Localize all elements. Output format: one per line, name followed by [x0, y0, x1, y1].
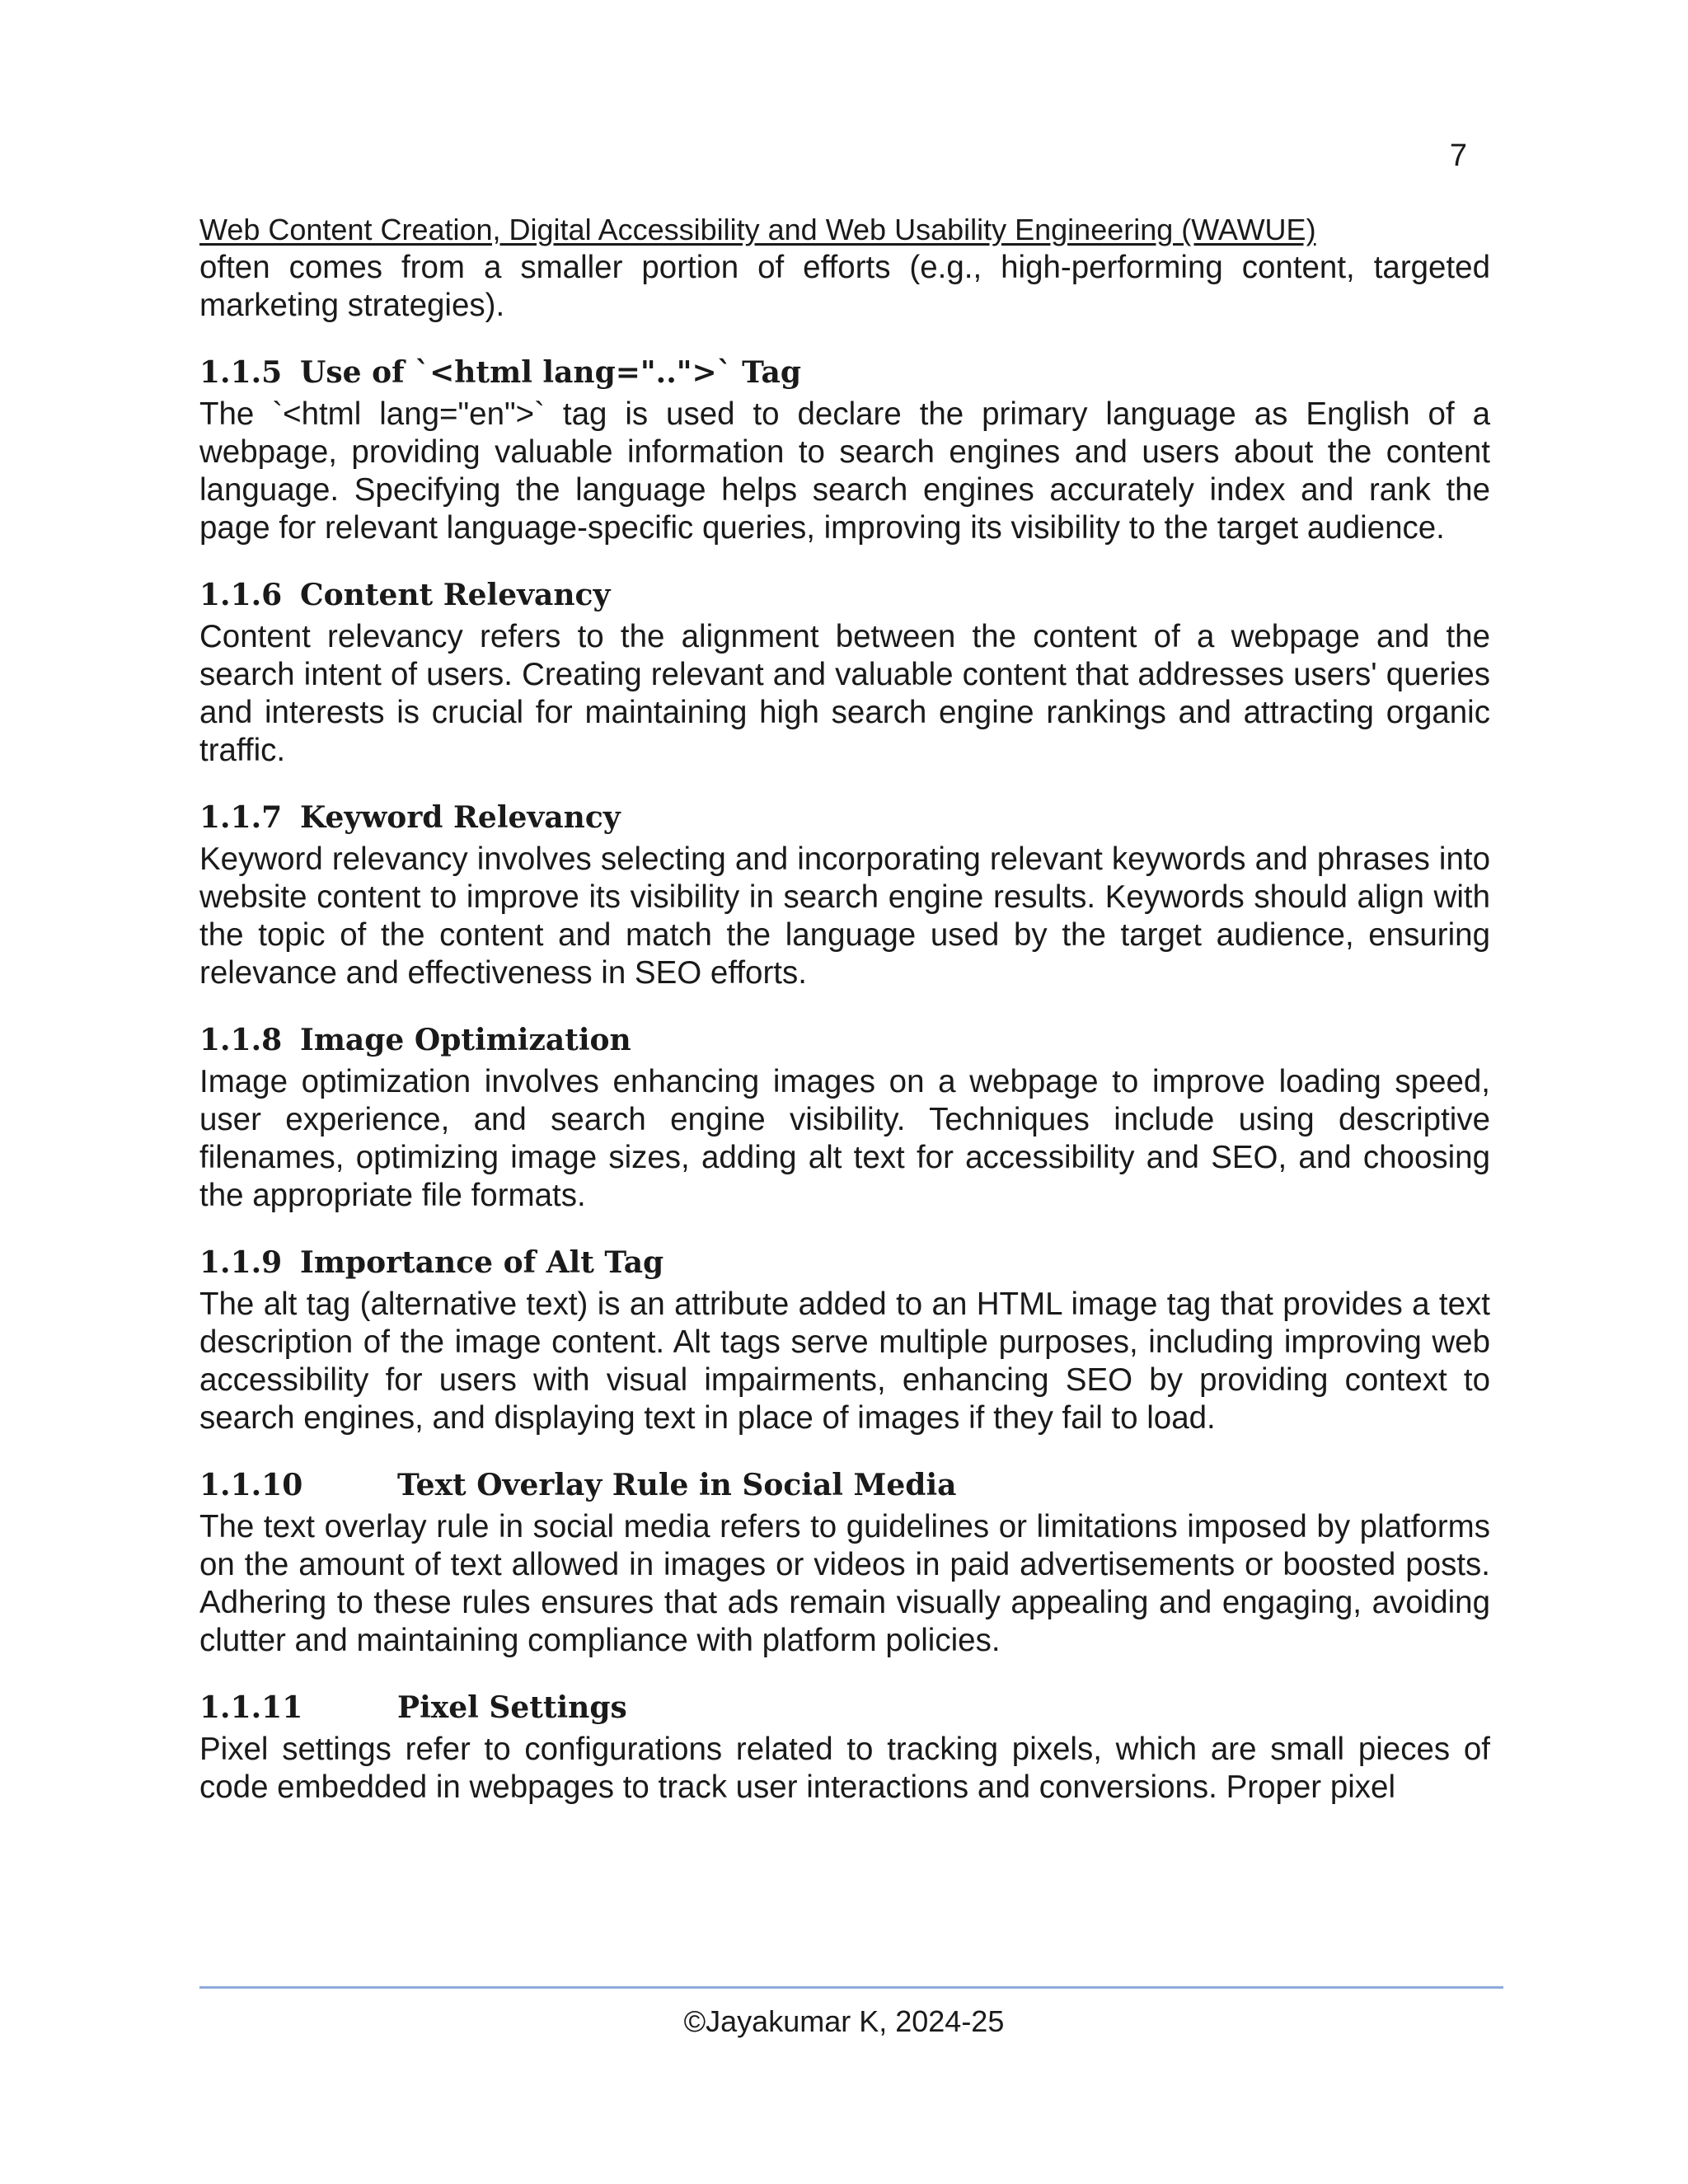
section-heading-1-1-6	[199, 576, 1490, 614]
section-body-1-1-9: The alt tag (alternative text) is an attribute added to an HTML image tag that provides a text description of the image content. Alt tags serve multiple purposes, including improving web accessibility for users with visual impairments, enhancing SEO by providing context to search engines, and displaying text in place of images if they fail to load.	[199, 1286, 1490, 1436]
section-body-1-1-10: The text overlay rule in social media refers to guidelines or limitations imposed by platforms on the amount of text allowed in images or videos in paid advertisements or boosted posts. Adhering to these rules ensures that ads remain visually appealing and engaging, avoiding clutter and maintaining compliance with platform policies.	[199, 1509, 1490, 1658]
running-header: Web Content Creation, Digital Accessibility and Web Usability Engineering (WAWUE)	[199, 213, 1316, 246]
section-title: Keyword Relevancy	[300, 800, 621, 835]
page-content	[199, 211, 1490, 1807]
section-body-1-1-5: The `<html lang="en">` tag is used to declare the primary language as English of a webpage, providing valuable information to search engines and users about the content language. Specifying the language helps search engines accurately index and rank the page for relevant language-specific queries, improving its visibility to the target audience.	[199, 396, 1490, 546]
section-number: 1.1.11	[199, 1690, 303, 1725]
section-title: Importance of Alt Tag	[300, 1245, 664, 1280]
section-title: Image Optimization	[300, 1023, 631, 1057]
section-number: 1.1.10	[199, 1468, 303, 1502]
section-number: 1.1.6	[199, 578, 283, 612]
section-number: 1.1.8	[199, 1023, 283, 1057]
section-heading-1-1-11	[199, 1689, 1490, 1727]
section-heading-1-1-8	[199, 1021, 1490, 1059]
page-number: 7	[1449, 138, 1467, 173]
section-body-1-1-6: Content relevancy refers to the alignment between the content of a webpage and the search intent of users. Creating relevant and valuable content that addresses users' queries and interests is crucial for maintaining high search engine rankings and attracting organic traffic.	[199, 619, 1490, 768]
section-heading-1-1-10	[199, 1466, 1490, 1504]
section-heading-1-1-5	[199, 354, 1490, 391]
footer-divider	[199, 1986, 1503, 1989]
section-number: 1.1.5	[199, 355, 283, 390]
section-title: Pixel Settings	[397, 1690, 627, 1725]
section-number: 1.1.9	[199, 1245, 283, 1280]
section-body-1-1-8: Image optimization involves enhancing images on a webpage to improve loading speed, user experience, and search engine visibility. Techniques include using descriptive filenames, optimizing image sizes, adding alt text for accessibility and SEO, and choosing the appropriate file formats.	[199, 1064, 1490, 1213]
intro-paragraph: often comes from a smaller portion of efforts (e.g., high-performing content, targeted marketing strategies).	[199, 250, 1490, 323]
section-title: Content Relevancy	[300, 578, 611, 612]
section-number: 1.1.7	[199, 800, 283, 835]
section-body-1-1-7: Keyword relevancy involves selecting and incorporating relevant keywords and phrases into website content to improve its visibility in search engine results. Keywords should align with the topic of the content and match the language used by the target audience, ensuring relevance and effectiveness in SEO efforts.	[199, 841, 1490, 991]
section-title: Text Overlay Rule in Social Media	[397, 1468, 957, 1502]
footer-copyright: ©Jayakumar K, 2024-25	[683, 2004, 1005, 2038]
section-heading-1-1-7	[199, 799, 1490, 837]
section-title: Use of `<html lang="..">` Tag	[300, 355, 802, 390]
section-body-1-1-11: Pixel settings refer to configurations related to tracking pixels, which are small pieces of code embedded in webpages to track user interactions and conversions. Proper pixel	[199, 1732, 1490, 1805]
section-heading-1-1-9	[199, 1244, 1490, 1282]
